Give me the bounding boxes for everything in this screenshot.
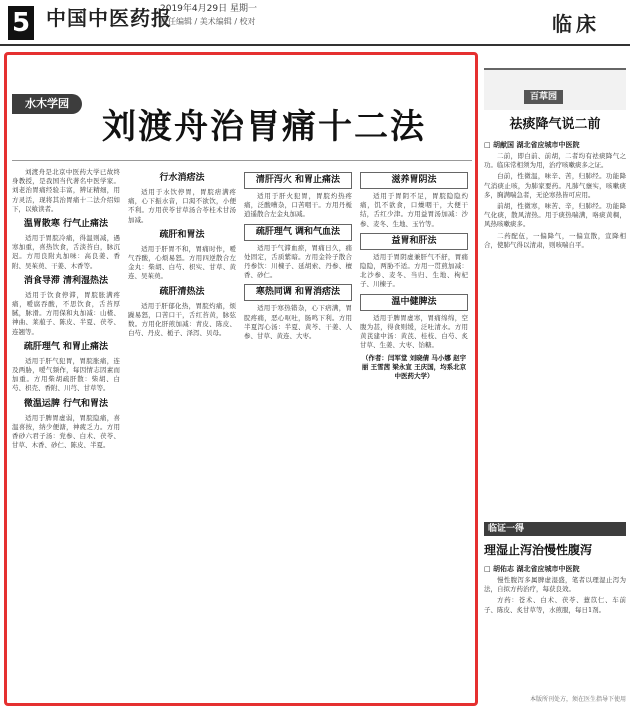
article-column-3 — [244, 168, 352, 698]
section-body: 适用于胃脘冷痛，得温则减，遇寒加重，喜热饮食，舌淡苔白，脉沉迟。方用良附丸加味：高良姜、香附、吴茱萸、干姜、木香等。 — [12, 234, 120, 270]
section-heading: 疏肝理气 和胃止痛法 — [23, 341, 109, 352]
side-article-title-2[interactable]: 理湿止泻治慢性腹泻 — [484, 543, 593, 557]
section-heading: 温胃散寒 行气止痛法 — [23, 219, 109, 230]
article-column-4 — [360, 168, 468, 698]
section-heading: 清肝泻火 和胃止痛法 — [244, 172, 352, 189]
banner-tag: 百草园 — [524, 90, 563, 104]
paragraph: 二药配伍，一偏降气，一偏宣散，宣降相合，使肺气得以清肃，则咳喘自平。 — [484, 231, 626, 249]
side-article-author-2: □ 胡佑志 湖北省应城市中医院 — [484, 565, 580, 573]
masthead-logo: 中国中医药报 — [46, 6, 172, 30]
right-column — [484, 60, 626, 710]
section-body: 适用于肝火犯胃，胃脘灼热疼痛，泛酸嘈杂，口苦咽干。方用丹栀逍遥散合左金丸加减。 — [244, 192, 352, 219]
side-article-body-2 — [484, 576, 626, 696]
page-header — [0, 0, 630, 46]
article-byline: （作者：闫军堂 刘晓倩 马小娜 赵宇丽 王雪茜 梁永宣 王庆国，均系北京中医药大学） — [361, 354, 467, 381]
article-column-1 — [12, 168, 120, 698]
page-number: 5 — [8, 6, 34, 40]
article-columns — [12, 168, 472, 698]
section-body: 适用于气滞血瘀，胃痛日久，痛处固定，舌质紫暗。方用金铃子散合丹参饮：川楝子、延胡索、丹参、檀香、砂仁。 — [244, 243, 352, 280]
page-footer-note: 本版所刊处方，须在医生指导下使用 — [529, 696, 626, 703]
headline-divider — [12, 160, 472, 161]
section-body: 适用于胃阴不足，胃脘隐隐灼痛，饥不欲食，口燥咽干，大便干结，舌红少津。方用益胃汤加减：沙参、麦冬、生地、玉竹等。 — [360, 192, 468, 228]
paragraph: 二前，即白前、前胡，二者均有祛痰降气之功。临床常相须为用，治疗咳嗽痰多之证。 — [484, 152, 626, 170]
side-article-title[interactable]: 祛痰降气说二前 — [509, 117, 601, 132]
editor-credits: 责任编辑 / 美术编辑 / 校对 — [160, 17, 256, 26]
linzheng-yide-bar: 临证一得 — [484, 522, 626, 536]
paragraph: 慢性腹泻多属脾虚湿盛，笔者以理湿止泻为法，自拟方药治疗，每获良效。 — [484, 576, 626, 594]
section-body: 适用于脾胃虚寒，胃痛绵绵，空腹为甚，得食则缓，泛吐清水。方用黄芪建中汤：黄芪、桂枝、白芍、炙甘草、生姜、大枣、饴糖。 — [360, 313, 468, 350]
section-body: 适用于饮食停滞，胃脘胀满疼痛，嗳腐吞酸，不思饮食，舌苔厚腻，脉滑。方用保和丸加减：山楂、神曲、莱菔子、陈皮、半夏、茯苓、连翘等。 — [12, 290, 120, 336]
section-heading: 疏肝清热法 — [159, 286, 205, 297]
section-body: 适用于肝胃不和，胃痛时作，嗳气吞酸，心烦易怒。方用四逆散合左金丸：柴胡、白芍、枳实、甘草、黄连、吴茱萸。 — [128, 244, 236, 281]
section-heading: 疏肝和胃法 — [159, 229, 205, 240]
section-body: 适用于寒热错杂，心下痞满，胃脘疼痛，恶心呕吐，肠鸣下利。方用半夏泻心汤：半夏、黄芩、干姜、人参、甘草、黄连、大枣。 — [244, 304, 352, 341]
section-body: 适用于胃阴虚兼肝气不舒，胃痛隐隐，两胁不适。方用一贯煎加减：北沙参、麦冬、当归、生地、枸杞子、川楝子。 — [360, 252, 468, 289]
article-intro: 刘渡舟是北京中医药大学已故终身教授，是我国当代著名中医学家。刘老治胃痛经验丰富，辨证精细，用方灵活，现将其治胃痛十二法介绍如下，以飨读者。 — [12, 168, 120, 213]
section-body: 适用于水饮停胃，胃脘痞满疼痛，心下振水音，口渴不欲饮，小便不利。方用茯苓甘草汤合苓桂术甘汤加减。 — [128, 188, 236, 224]
section-body: 适用于脾胃虚弱，胃脘隐痛，喜温喜按，纳少便溏，神疲乏力。方用香砂六君子汤：党参、白术、茯苓、甘草、木香、砂仁、陈皮、半夏。 — [12, 413, 120, 450]
main-article[interactable] — [12, 60, 472, 700]
article-headline: 刘渡舟治胃痛十二法 — [102, 107, 426, 147]
section-heading: 微温运脾 行气和胃法 — [23, 398, 109, 409]
side-article-author: □ 胡献国 湖北省应城市中医院 — [484, 141, 580, 149]
section-body: 适用于肝气犯胃，胃脘胀痛，连及两胁，嗳气频作，每因情志因素而加重。方用柴胡疏肝散：柴胡、白芍、枳壳、香附、川芎、甘草等。 — [12, 356, 120, 393]
section-title: 临床 — [552, 12, 600, 36]
section-heading: 滋养胃阴法 — [360, 172, 468, 189]
paragraph: 前胡，性微寒，味苦、辛，归肺经。功能降气化痰，散风清热。用于痰热喘满，咯痰黄稠，风热咳嗽痰多。 — [484, 202, 626, 229]
paragraph: 白前，性微温，味辛、苦，归肺经。功能降气消痰止咳，为肺家要药。凡肺气壅实，咳嗽痰多，胸满喘急者，无论寒热皆可应用。 — [484, 172, 626, 199]
article-column-2 — [128, 168, 236, 698]
column-badge: 水木学园 — [12, 94, 82, 114]
paragraph: 方药：苍术、白术、茯苓、薏苡仁、车前子、陈皮、炙甘草等，水煎服，每日1剂。 — [484, 596, 626, 614]
section-heading: 寒热同调 和胃消痞法 — [244, 284, 352, 301]
issue-date: 2019年4月29日 星期一 — [160, 4, 257, 14]
section-heading: 消食导滞 清利湿热法 — [23, 275, 109, 286]
baicaoyuan-banner — [484, 68, 626, 110]
side-article-body — [484, 152, 626, 517]
section-heading: 疏肝理气 调和气血法 — [244, 224, 352, 241]
section-heading: 行水消痞法 — [159, 173, 205, 183]
section-heading: 温中健脾法 — [360, 294, 468, 311]
section-body: 适用于肝郁化热，胃脘灼痛，烦躁易怒，口苦口干，舌红苔黄，脉弦数。方用化肝煎加减：青皮、陈皮、白芍、丹皮、栀子、泽泻、贝母。 — [128, 301, 236, 338]
section-heading: 益胃和肝法 — [360, 233, 468, 250]
